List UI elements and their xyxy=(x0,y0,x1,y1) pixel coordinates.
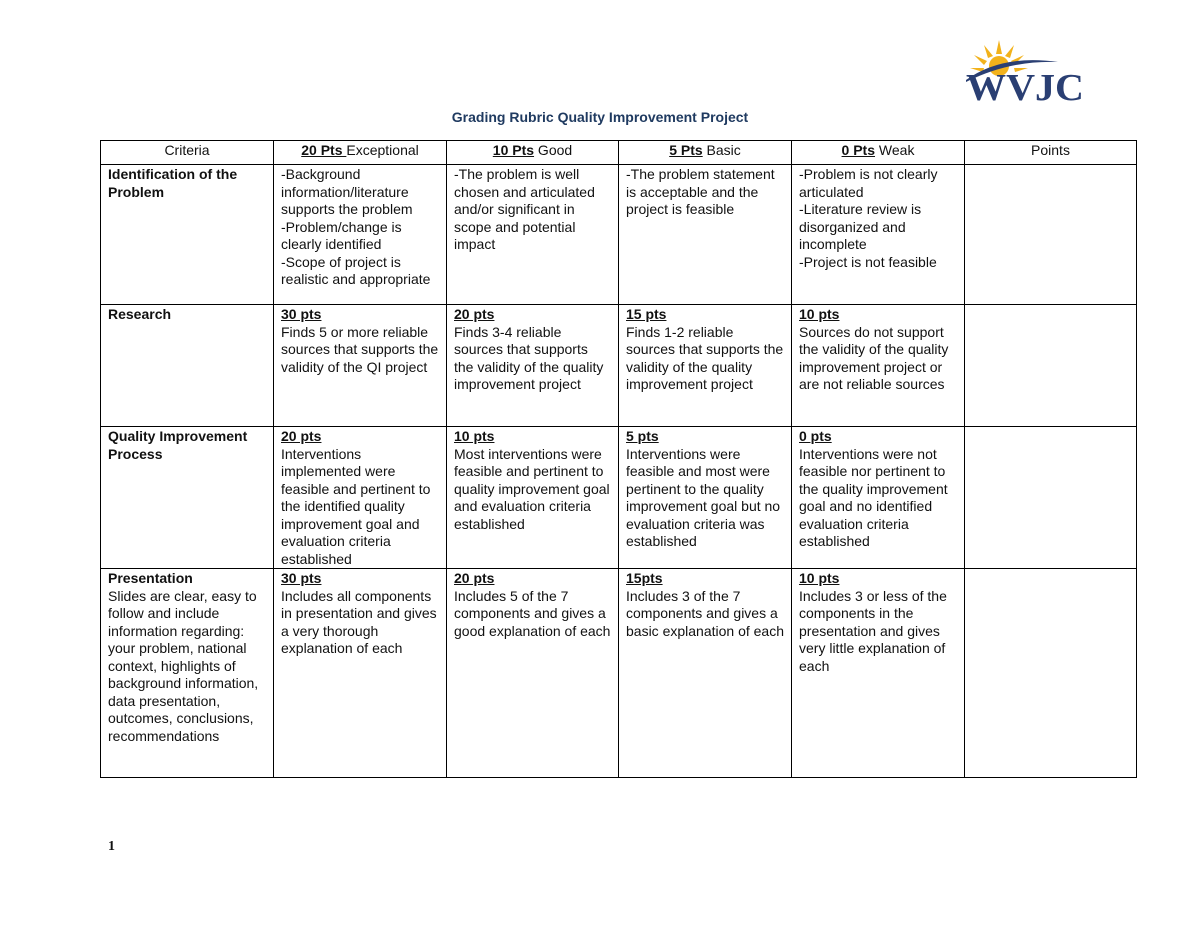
cell-line: Includes 3 of the 7 components and gives a basic explanation of each xyxy=(626,587,784,639)
criterion-cell xyxy=(101,569,274,778)
points-cell[interactable] xyxy=(965,569,1137,778)
cell-pts: 20 pts xyxy=(281,428,322,444)
cell-pts: 5 pts xyxy=(626,428,659,444)
cell-pts: 30 pts xyxy=(281,306,322,322)
header-label: Weak xyxy=(875,142,915,158)
cell-pts: 15 pts xyxy=(626,306,667,322)
rubric-cell xyxy=(619,305,792,427)
header-label: Basic xyxy=(702,142,741,158)
cell-line: -Literature review is disorganized and incomplete xyxy=(799,201,922,252)
header-pts: 5 Pts xyxy=(669,142,703,158)
cell-line: Interventions were not feasible nor pertinent to the quality improvement goal and no identified evaluation criteria established xyxy=(799,445,948,549)
cell-line: -The problem is well chosen and articulated and/or significant in scope and potential impact xyxy=(454,166,595,252)
criterion-name: Identification of the Problem xyxy=(108,166,238,200)
header-label: Good xyxy=(534,142,573,158)
rubric-cell xyxy=(619,427,792,569)
cell-line: Includes all components in presentation and gives a very thorough explanation of each xyxy=(281,587,437,656)
header-pts: 10 Pts xyxy=(492,142,535,158)
header-label: Exceptional xyxy=(346,142,419,158)
cell-pts: 15pts xyxy=(626,570,663,586)
cell-pts: 10 pts xyxy=(799,306,840,322)
document-title: Grading Rubric Quality Improvement Project xyxy=(451,109,749,125)
rubric-cell xyxy=(792,165,965,305)
wvjc-logo xyxy=(962,40,1088,104)
header-pts: 0 Pts xyxy=(841,142,876,158)
cell-pts: 20 pts xyxy=(454,570,495,586)
cell-line: Interventions were feasible and most were pertinent to the quality improvement goal but no evaluation criteria was established xyxy=(626,445,781,549)
points-cell[interactable] xyxy=(965,165,1137,305)
criterion-name: Presentation xyxy=(108,570,193,586)
cell-line: Finds 5 or more reliable sources that supports the validity of the QI project xyxy=(281,323,439,375)
header-label: Points xyxy=(1031,142,1070,158)
rubric-cell xyxy=(447,165,619,305)
rubric-cell xyxy=(274,569,447,778)
points-cell[interactable] xyxy=(965,427,1137,569)
cell-pts: 0 pts xyxy=(799,428,832,444)
rubric-cell xyxy=(792,305,965,427)
table-header-row xyxy=(101,141,1137,165)
rubric-table xyxy=(100,140,1137,778)
table-row xyxy=(101,569,1137,778)
rubric-cell xyxy=(274,305,447,427)
header-label: Criteria xyxy=(164,142,210,158)
cell-line: Includes 3 or less of the components in the presentation and gives very little explanation of each xyxy=(799,587,947,674)
rubric-cell xyxy=(619,165,792,305)
cell-line: Sources do not support the validity of the quality improvement project or are not reliable sources xyxy=(799,323,949,392)
rubric-cell xyxy=(274,427,447,569)
cell-line: Finds 3-4 reliable sources that supports the validity of the quality improvement project xyxy=(454,323,604,392)
header-criteria xyxy=(101,141,274,165)
cell-line: Finds 1-2 reliable sources that supports the validity of the quality improvement project xyxy=(626,323,784,392)
cell-line: -Scope of project is realistic and appropriate xyxy=(281,253,431,287)
criterion-name: Quality Improvement Process xyxy=(108,428,248,462)
criterion-cell xyxy=(101,165,274,305)
cell-line: -Problem is not clearly articulated xyxy=(799,166,938,200)
rubric-cell xyxy=(447,427,619,569)
points-cell[interactable] xyxy=(965,305,1137,427)
cell-line: -Problem/change is clearly identified xyxy=(281,218,402,252)
header-pts: 20 Pts xyxy=(301,142,347,158)
logo-wordmark: WVJC xyxy=(966,67,1084,104)
cell-pts: 10 pts xyxy=(454,428,495,444)
rubric-cell xyxy=(447,569,619,778)
criterion-description: Slides are clear, easy to follow and include information regarding: your problem, national context, highlights of background information, data presentation, outcomes, conclusions, recommendations xyxy=(108,587,259,744)
cell-line: Interventions implemented were feasible and pertinent to the identified quality improvement goal and evaluation criteria established xyxy=(281,445,431,567)
cell-line: Includes 5 of the 7 components and gives a good explanation of each xyxy=(454,587,611,639)
header-weak xyxy=(792,141,965,165)
cell-line: -Background information/literature supports the problem xyxy=(281,166,413,217)
cell-pts: 30 pts xyxy=(281,570,322,586)
table-row xyxy=(101,165,1137,305)
cell-pts: 10 pts xyxy=(799,570,840,586)
cell-pts: 20 pts xyxy=(454,306,495,322)
header-good xyxy=(447,141,619,165)
criterion-name: Research xyxy=(108,306,172,322)
header-basic xyxy=(619,141,792,165)
criterion-cell xyxy=(101,305,274,427)
cell-line: -Project is not feasible xyxy=(799,253,937,270)
page-number: 1 xyxy=(108,839,115,854)
rubric-cell xyxy=(274,165,447,305)
table-row xyxy=(101,427,1137,569)
rubric-cell xyxy=(619,569,792,778)
header-exceptional xyxy=(274,141,447,165)
cell-line: Most interventions were feasible and pertinent to quality improvement goal and evaluation criteria established xyxy=(454,445,610,532)
rubric-cell xyxy=(792,427,965,569)
cell-line: -The problem statement is acceptable and the project is feasible xyxy=(626,166,775,217)
sun-logo-icon xyxy=(962,40,1088,104)
criterion-cell xyxy=(101,427,274,569)
rubric-cell xyxy=(792,569,965,778)
rubric-cell xyxy=(447,305,619,427)
header-points xyxy=(965,141,1137,165)
table-row xyxy=(101,305,1137,427)
